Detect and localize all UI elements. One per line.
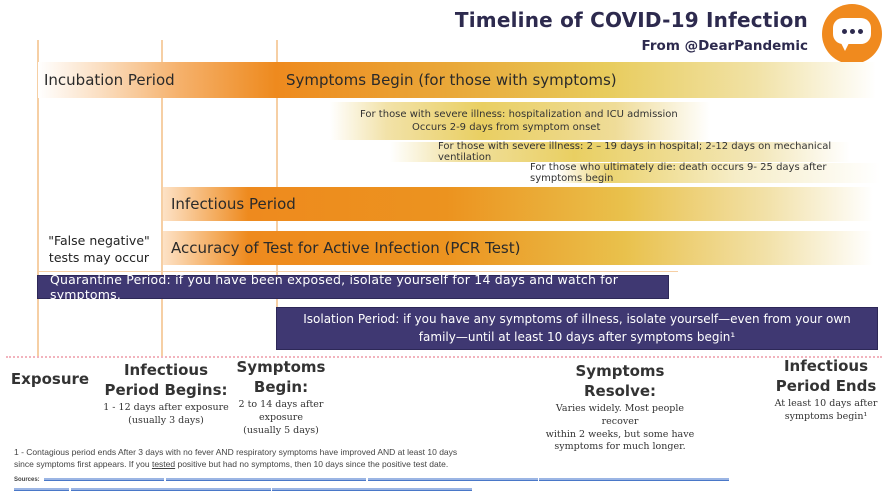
death-bar xyxy=(520,163,880,183)
source-link[interactable] xyxy=(44,478,164,481)
milestone-description xyxy=(96,402,236,428)
ellipsis-dots xyxy=(833,18,871,44)
isolation-period-line1: Isolation Period: if you have any symptoms of illness, isolate yourself—even from your own xyxy=(303,312,851,327)
dotted-divider xyxy=(6,356,882,358)
hospitalization-label-line1: For those with severe illness: hospitalization and ICU admission xyxy=(360,108,678,120)
milestone-exposure xyxy=(10,370,90,390)
footnote-line2 xyxy=(14,458,534,470)
milestone-description xyxy=(540,403,700,454)
dot xyxy=(850,29,855,34)
milestone-desc-line: At least 10 days after xyxy=(774,398,878,409)
source-link[interactable] xyxy=(166,478,366,481)
hospitalization-label-line2: Occurs 2-9 days from symptom onset xyxy=(412,122,601,133)
milestone-infectious-begins xyxy=(96,361,236,428)
footnote-text: since symptoms first appears. If you xyxy=(14,459,152,470)
false-negative-line2: tests may occur xyxy=(48,249,150,265)
speech-bubble-ellipsis-icon xyxy=(822,4,882,64)
source-link[interactable] xyxy=(539,478,729,481)
false-negative-note xyxy=(40,233,158,267)
hospitalization-bar xyxy=(330,102,710,140)
milestone-desc-line: exposure xyxy=(259,411,303,423)
footnote-underlined-text: tested xyxy=(151,459,176,470)
death-label: For those who ultimately die: death occurs 9- 25 days after symptoms begin xyxy=(530,162,827,184)
milestone-desc-line: (usually 3 days) xyxy=(128,414,204,426)
header xyxy=(455,8,808,54)
isolation-period-bar xyxy=(276,307,878,350)
milestone-description xyxy=(766,398,886,424)
page-subtitle: From @DearPandemic xyxy=(641,38,808,54)
source-link[interactable] xyxy=(368,478,538,481)
pcr-test-accuracy-label: Accuracy of Test for Active Infection (PCR Test) xyxy=(171,239,521,257)
symptoms-begin-bar xyxy=(276,62,876,98)
milestone-heading: Exposure xyxy=(10,370,90,388)
footnote xyxy=(14,446,534,471)
milestone-desc-line: within 2 weeks, but some have xyxy=(545,428,695,440)
milestone-desc-line: 1 - 12 days after exposure xyxy=(103,402,229,413)
source-link[interactable] xyxy=(71,488,271,491)
page-title: Timeline of COVID-19 Infection xyxy=(454,8,808,32)
symptoms-begin-label: Symptoms Begin (for those with symptoms) xyxy=(286,71,617,89)
dot xyxy=(858,29,863,34)
milestone-infectious-ends xyxy=(766,357,886,424)
footnote-text: positive but had no symptoms, then 10 days since the positive test date. xyxy=(175,459,449,470)
ventilation-bar xyxy=(390,142,850,162)
milestone-heading: Symptoms Begin: xyxy=(236,358,326,396)
milestone-heading: Symptoms Resolve: xyxy=(575,362,665,400)
dot xyxy=(842,29,847,34)
false-negative-line1: "False negative" xyxy=(48,233,150,248)
sources-line1 xyxy=(14,476,884,486)
milestone-heading: Infectious Period Ends xyxy=(775,357,877,395)
pcr-test-accuracy-bar xyxy=(163,231,873,265)
sources-label: Sources: xyxy=(14,477,40,483)
sources xyxy=(14,476,884,495)
quarantine-period-label: Quarantine Period: if you have been exposed, isolate yourself for 14 days and watch for symptoms. xyxy=(50,272,619,302)
quarantine-period-bar xyxy=(37,272,669,302)
milestone-heading: Infectious Period Begins: xyxy=(104,361,228,399)
infectious-period-label: Infectious Period xyxy=(171,195,296,213)
milestone-desc-line: Varies widely. Most people recover xyxy=(555,403,685,427)
incubation-period-label: Incubation Period xyxy=(44,71,175,89)
isolation-period-line2: family—until at least 10 days after symptoms begin¹ xyxy=(418,329,736,344)
milestone-desc-line: 2 to 14 days after xyxy=(238,399,324,410)
milestone-symptoms-begin xyxy=(236,358,326,437)
milestone-desc-line: (usually 5 days) xyxy=(243,424,319,436)
ventilation-label: For those with severe illness: 2 – 19 days in hospital; 2-12 days on mechanical ventilation xyxy=(438,141,832,163)
infectious-period-bar xyxy=(163,187,873,221)
sources-line2 xyxy=(14,486,884,496)
milestone-desc-line: symptoms for much longer. xyxy=(554,441,686,453)
footnote-line1: 1 - Contagious period ends After 3 days with no fever AND respiratory symptoms have improved AND at least 10 days xyxy=(14,447,458,457)
source-link[interactable] xyxy=(14,488,69,491)
milestone-symptoms-resolve xyxy=(540,362,700,454)
milestone-description xyxy=(236,399,326,437)
milestone-desc-line: symptoms begin¹ xyxy=(784,410,868,422)
source-link[interactable] xyxy=(272,488,472,491)
incubation-period-bar xyxy=(38,62,276,98)
